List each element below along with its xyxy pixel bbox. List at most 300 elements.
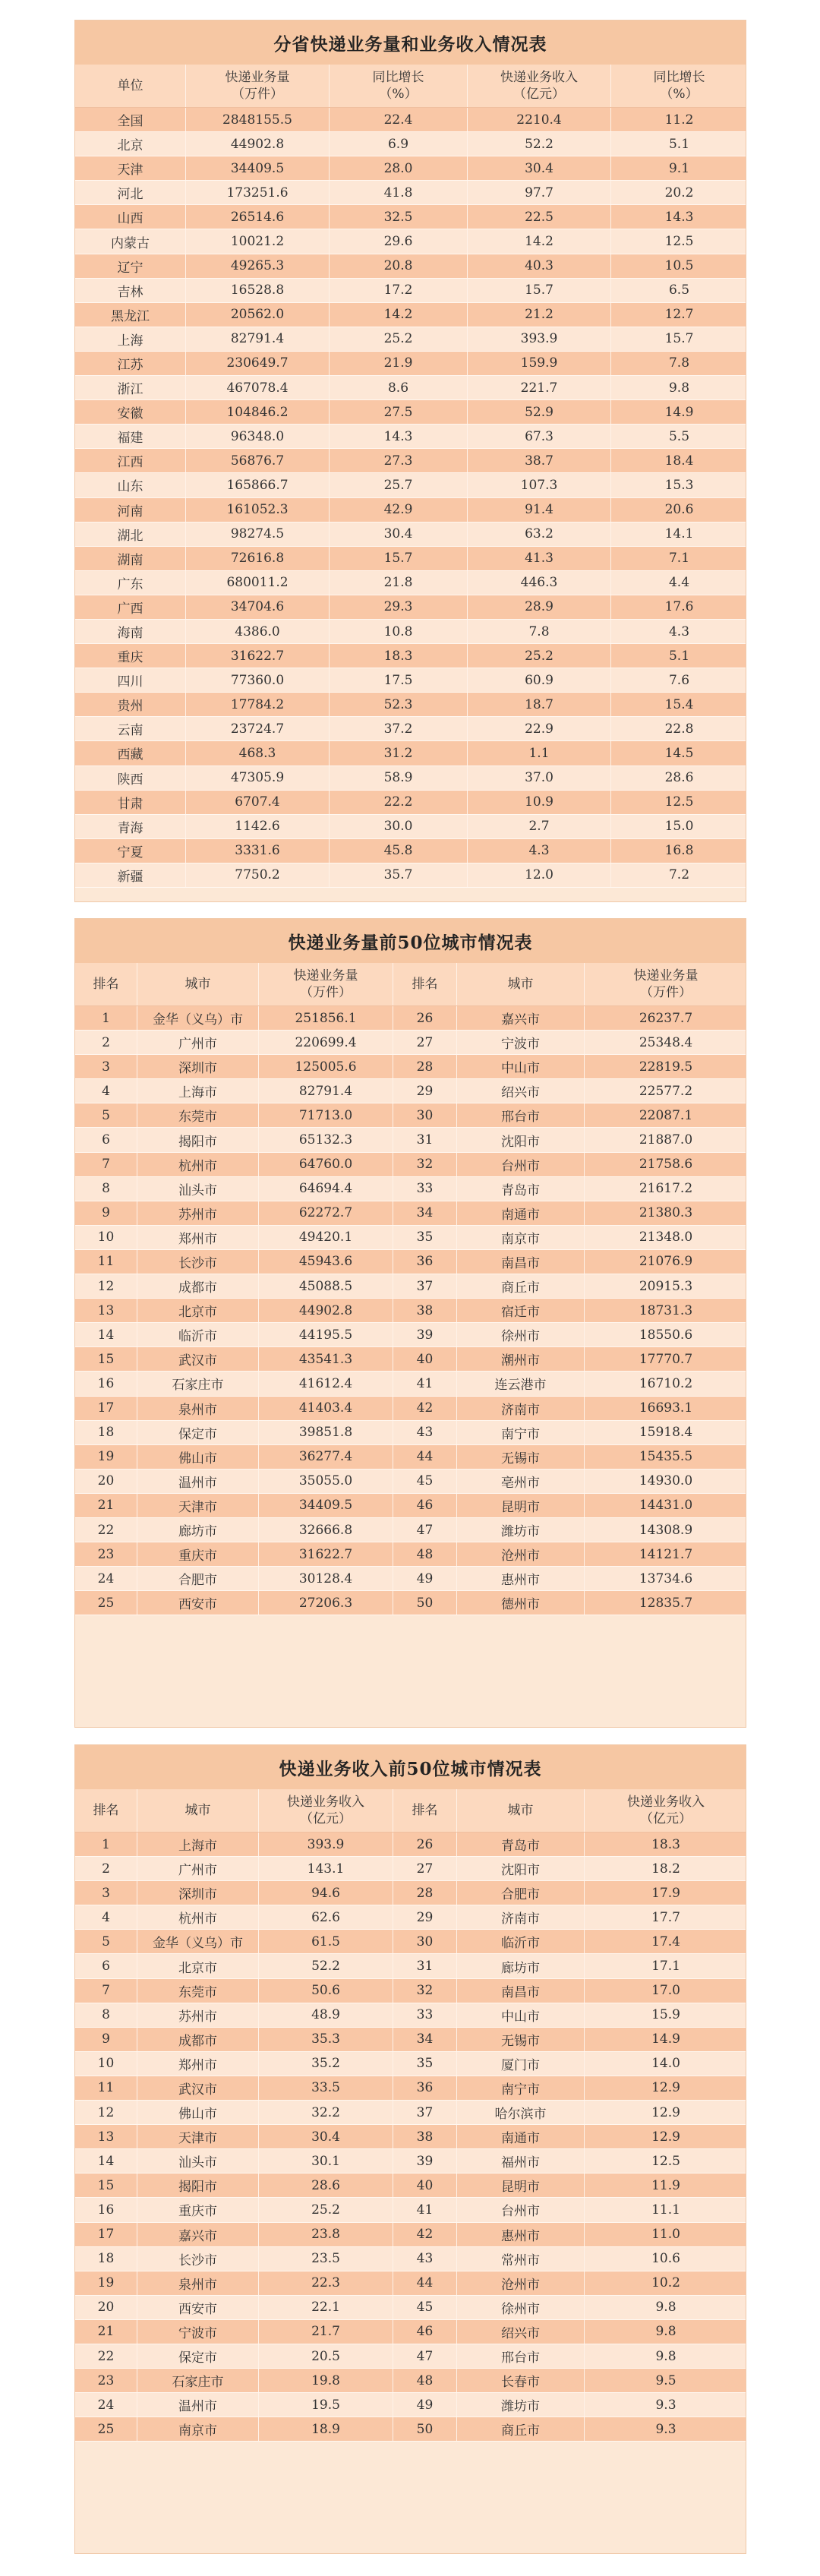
table-cell: 71713.0: [259, 1103, 393, 1127]
table-cell: 福建: [75, 425, 186, 448]
table-cell: 2848155.5: [186, 108, 330, 131]
table-cell: 17.6: [664, 599, 694, 615]
table-cell: 34409.5: [186, 156, 330, 180]
table-cell: 金华（义乌）市: [137, 1006, 259, 1030]
table-cell: 14930.0: [639, 1473, 693, 1489]
table-cell: 30.4: [330, 522, 468, 546]
table-cell: 21380.3: [639, 1205, 693, 1221]
table-row: [75, 498, 746, 522]
table-row: [75, 547, 746, 571]
column-header-label: 快递业务收入: [287, 1795, 364, 1810]
table-cell: 28.6: [259, 2174, 393, 2197]
table-cell: 金华（义乌）市: [137, 1930, 259, 1953]
table-cell: 汕头市: [137, 1177, 259, 1201]
table-cell: 重庆市: [137, 1542, 259, 1566]
table-cell: 8: [75, 1177, 137, 1201]
table-cell: 18.7: [468, 693, 611, 716]
table-cell: 52.2: [468, 132, 611, 156]
table-cell: 20.5: [259, 2344, 393, 2368]
table-cell: 14.2: [468, 229, 611, 253]
table-cell: 45.8: [330, 839, 468, 863]
table-cell: 14.0: [651, 2056, 680, 2072]
column-header: [330, 65, 468, 107]
table-cell: 10.9: [468, 791, 611, 814]
table-cell: 15.7: [664, 331, 694, 347]
table-row: [75, 2393, 746, 2417]
table-cell: 揭阳市: [137, 1128, 259, 1151]
table-cell: 7.1: [668, 551, 690, 567]
table-cell: 陕西: [75, 766, 186, 790]
table-cell: 南昌市: [457, 1250, 585, 1274]
table-cell: 18.2: [651, 1861, 680, 1877]
table-cell: 3331.6: [186, 839, 330, 863]
table-cell: 10.2: [651, 2275, 680, 2291]
table-cell: 52.3: [330, 693, 468, 716]
table-cell: 28: [393, 1055, 457, 1078]
table-cell: 16: [75, 1372, 137, 1395]
table-cell: 连云港市: [457, 1372, 585, 1395]
table-cell: 南京市: [457, 1226, 585, 1249]
table-cell: 21076.9: [639, 1254, 693, 1270]
table-cell: 27206.3: [259, 1591, 393, 1615]
table-cell: 31: [393, 1128, 457, 1151]
table-cell: 18.9: [259, 2417, 393, 2441]
table-cell: 34: [393, 2028, 457, 2051]
revenue-table-body: [75, 1833, 746, 2442]
column-header-label: 城市: [507, 1803, 534, 1818]
table-cell: 河南: [75, 498, 186, 522]
table-cell: 6707.4: [186, 791, 330, 814]
table-cell: 44902.8: [259, 1299, 393, 1322]
table-cell: 15.7: [468, 279, 611, 302]
table-cell: 17784.2: [186, 693, 330, 716]
table-cell: 22.8: [664, 721, 694, 737]
table-row: [75, 229, 746, 254]
table-cell: 21: [75, 1494, 137, 1517]
table-row: [75, 1857, 746, 1881]
column-header: [457, 963, 585, 1005]
table-cell: 41.8: [330, 181, 468, 204]
table-cell: 20: [75, 2296, 137, 2319]
table-cell: 9.5: [655, 2372, 676, 2388]
table-cell: 40: [393, 2174, 457, 2197]
table-cell: 16.8: [664, 843, 694, 859]
table-cell: 15.4: [664, 696, 694, 712]
column-header: [611, 65, 747, 107]
table-row: [75, 1833, 746, 1857]
table-cell: 29: [393, 1905, 457, 1929]
table-cell: 无锡市: [457, 1445, 585, 1469]
table-cell: 辽宁: [75, 254, 186, 278]
column-header: [457, 1789, 585, 1832]
table-cell: 长沙市: [137, 1250, 259, 1274]
table-cell: 36277.4: [259, 1445, 393, 1469]
table-row: [75, 1372, 746, 1396]
table-cell: 32.2: [259, 2101, 393, 2124]
table-row: [75, 2052, 746, 2076]
table-cell: 22: [75, 1518, 137, 1542]
table-cell: 12.5: [651, 2153, 680, 2169]
column-header-label: 快递业务收入: [500, 70, 578, 85]
table-cell: 64694.4: [259, 1177, 393, 1201]
table-row: [75, 2198, 746, 2222]
column-header-unit: （亿元）: [300, 1811, 352, 1826]
column-header-label: 城市: [507, 977, 534, 992]
table-cell: 浙江: [75, 376, 186, 399]
revenue-table-header: [75, 1789, 746, 1833]
table-cell: 37.0: [468, 766, 611, 790]
table-cell: 17.4: [651, 1934, 680, 1949]
table-cell: 35: [393, 1226, 457, 1249]
table-cell: 47305.9: [186, 766, 330, 790]
table-cell: 18: [75, 2247, 137, 2271]
table-cell: 9.3: [655, 2421, 676, 2437]
table-cell: 上海市: [137, 1079, 259, 1103]
table-cell: 山西: [75, 205, 186, 229]
table-row: [75, 1542, 746, 1567]
table-cell: 29.3: [330, 595, 468, 619]
table-row: [75, 2003, 746, 2028]
table-cell: 济南市: [457, 1397, 585, 1420]
table-cell: 22087.1: [639, 1107, 693, 1123]
column-header-label: 排名: [93, 977, 119, 992]
column-header-unit: （%）: [379, 87, 418, 102]
table-cell: 13734.6: [639, 1571, 693, 1586]
table-cell: 14: [75, 2149, 137, 2173]
table-row: [75, 791, 746, 815]
table-cell: 沈阳市: [457, 1857, 585, 1880]
table-row: [75, 2174, 746, 2198]
table-cell: 南昌市: [457, 1979, 585, 2003]
table-cell: 6: [75, 1954, 137, 1978]
table-cell: 1142.6: [186, 815, 330, 838]
table-cell: 揭阳市: [137, 2174, 259, 2197]
table-cell: 1: [75, 1833, 137, 1856]
volume-table-body: [75, 1006, 746, 1615]
table-cell: 7.8: [468, 620, 611, 643]
table-cell: 30.4: [468, 156, 611, 180]
table-row: [75, 2369, 746, 2393]
table-cell: 宿迁市: [457, 1299, 585, 1322]
table-cell: 20915.3: [639, 1278, 693, 1294]
table-cell: 62.6: [259, 1905, 393, 1929]
table-cell: 14.5: [664, 745, 694, 761]
table-cell: 39851.8: [259, 1421, 393, 1444]
table-cell: 15: [75, 1347, 137, 1371]
table-cell: 14.3: [330, 425, 468, 448]
table-cell: 22.9: [468, 717, 611, 740]
table-cell: 32: [393, 1979, 457, 2003]
table-cell: 82791.4: [259, 1079, 393, 1103]
table-cell: 25.2: [330, 327, 468, 351]
table-cell: 东莞市: [137, 1103, 259, 1127]
table-cell: 天津: [75, 156, 186, 180]
table-cell: 商丘市: [457, 2417, 585, 2441]
table-cell: 20.2: [664, 185, 694, 200]
table-cell: 宁波市: [137, 2320, 259, 2344]
table-cell: 40: [393, 1347, 457, 1371]
table-cell: 14.3: [664, 209, 694, 225]
table-cell: 35.2: [259, 2052, 393, 2076]
table-cell: 16528.8: [186, 279, 330, 302]
table-cell: 165866.7: [186, 473, 330, 497]
table-cell: 2: [75, 1857, 137, 1880]
table-cell: 22.1: [259, 2296, 393, 2319]
table-cell: 德州市: [457, 1591, 585, 1615]
table-cell: 161052.3: [186, 498, 330, 522]
table-cell: 61.5: [259, 1930, 393, 1953]
table-cell: 10: [75, 1226, 137, 1249]
table-cell: 32666.8: [259, 1518, 393, 1542]
table-cell: 17.2: [330, 279, 468, 302]
table-cell: 成都市: [137, 2028, 259, 2051]
table-cell: 海南: [75, 620, 186, 643]
table-row: [75, 254, 746, 279]
table-row: [75, 2028, 746, 2052]
table-cell: 45: [393, 2296, 457, 2319]
column-header: [137, 963, 259, 1005]
table-row: [75, 766, 746, 791]
table-row: [75, 2417, 746, 2442]
table-cell: 泉州市: [137, 1397, 259, 1420]
table-cell: 220699.4: [259, 1031, 393, 1054]
table-cell: 5: [75, 1930, 137, 1953]
table-row: [75, 1421, 746, 1445]
table-row: [75, 595, 746, 620]
table-cell: 42: [393, 1397, 457, 1420]
table-cell: 17.7: [651, 1909, 680, 1925]
table-row: [75, 1055, 746, 1079]
table-cell: 西安市: [137, 1591, 259, 1615]
table-cell: 26237.7: [639, 1010, 693, 1026]
table-row: [75, 2344, 746, 2369]
table-cell: 16710.2: [639, 1375, 693, 1391]
table-cell: 27.5: [330, 400, 468, 424]
table-cell: 49: [393, 1567, 457, 1590]
table-cell: 91.4: [468, 498, 611, 522]
table-cell: 全国: [75, 108, 186, 131]
table-cell: 12.9: [651, 2104, 680, 2120]
table-cell: 4386.0: [186, 620, 330, 643]
table-cell: 中山市: [457, 1055, 585, 1078]
table-cell: 41: [393, 2198, 457, 2221]
table-cell: 31: [393, 1954, 457, 1978]
table-cell: 5.1: [668, 648, 690, 664]
table-cell: 393.9: [468, 327, 611, 351]
table-cell: 保定市: [137, 1421, 259, 1444]
table-cell: 17.0: [651, 1983, 680, 1999]
table-cell: 25: [75, 2417, 137, 2441]
table-row: [75, 1347, 746, 1372]
table-cell: 64760.0: [259, 1153, 393, 1176]
table-cell: 10021.2: [186, 229, 330, 253]
table-cell: 23.8: [259, 2223, 393, 2246]
table-cell: 25.7: [330, 473, 468, 497]
table-cell: 2.7: [468, 815, 611, 838]
table-cell: 24: [75, 1567, 137, 1590]
table-cell: 21348.0: [639, 1230, 693, 1245]
table-cell: 28.0: [330, 156, 468, 180]
table-cell: 廊坊市: [137, 1518, 259, 1542]
table-cell: 9.1: [668, 160, 690, 176]
table-cell: 温州市: [137, 1470, 259, 1493]
table-cell: 临沂市: [137, 1323, 259, 1346]
table-cell: 12.5: [664, 234, 694, 250]
table-cell: 绍兴市: [457, 1079, 585, 1103]
table-row: [75, 1128, 746, 1152]
table-row: [75, 156, 746, 181]
table-cell: 37: [393, 2101, 457, 2124]
table-cell: 38: [393, 2125, 457, 2148]
table-cell: 45: [393, 1470, 457, 1493]
table-cell: 30.1: [259, 2149, 393, 2173]
table-cell: 23: [75, 1542, 137, 1566]
table-cell: 6.9: [330, 132, 468, 156]
table-row: [75, 2076, 746, 2101]
table-cell: 12: [75, 1274, 137, 1298]
table-cell: 35055.0: [259, 1470, 393, 1493]
table-cell: 3: [75, 1055, 137, 1078]
table-row: [75, 668, 746, 693]
table-row: [75, 1103, 746, 1128]
table-cell: 125005.6: [259, 1055, 393, 1078]
table-cell: 37.2: [330, 717, 468, 740]
table-cell: 嘉兴市: [137, 2223, 259, 2246]
column-header: [393, 963, 457, 1005]
table-cell: 26514.6: [186, 205, 330, 229]
table-cell: 11: [75, 1250, 137, 1274]
table-cell: 21758.6: [639, 1157, 693, 1173]
table-cell: 邢台市: [457, 2344, 585, 2368]
table-row: [75, 717, 746, 741]
table-cell: 107.3: [468, 473, 611, 497]
table-cell: 成都市: [137, 1274, 259, 1298]
table-cell: 15.0: [664, 819, 694, 835]
province-table-body: [75, 108, 746, 888]
table-cell: 邢台市: [457, 1103, 585, 1127]
table-row: [75, 1153, 746, 1177]
table-cell: 33: [393, 2003, 457, 2027]
table-cell: 8.6: [330, 376, 468, 399]
table-cell: 16693.1: [639, 1400, 693, 1416]
table-cell: 重庆: [75, 644, 186, 668]
table-row: [75, 1567, 746, 1591]
volume-top50-table: [74, 918, 746, 1728]
table-cell: 2: [75, 1031, 137, 1054]
table-cell: 中山市: [457, 2003, 585, 2027]
column-header-label: 排名: [412, 1803, 438, 1818]
table-cell: 郑州市: [137, 2052, 259, 2076]
table-cell: 杭州市: [137, 1905, 259, 1929]
table-cell: 合肥市: [457, 1881, 585, 1905]
column-header-unit: （%）: [660, 87, 699, 102]
table-cell: 17770.7: [639, 1351, 693, 1367]
table-row: [75, 620, 746, 644]
table-cell: 4.3: [668, 623, 690, 639]
table-cell: 温州市: [137, 2393, 259, 2417]
table-cell: 20.8: [330, 254, 468, 278]
table-cell: 15918.4: [639, 1425, 693, 1441]
table-cell: 24: [75, 2393, 137, 2417]
table-cell: 36: [393, 2076, 457, 2100]
table-cell: 1: [75, 1006, 137, 1030]
table-cell: 7.6: [668, 672, 690, 688]
table-cell: 44195.5: [259, 1323, 393, 1346]
table-row: [75, 1954, 746, 1978]
table-cell: 天津市: [137, 2125, 259, 2148]
table-cell: 60.9: [468, 668, 611, 692]
table-cell: 21.8: [330, 571, 468, 595]
table-row: [75, 2271, 746, 2296]
table-cell: 湖北: [75, 522, 186, 546]
column-header: [585, 1789, 747, 1832]
table-cell: 21.2: [468, 303, 611, 327]
table-cell: 11: [75, 2076, 137, 2100]
table-cell: 58.9: [330, 766, 468, 790]
table-cell: 19: [75, 1445, 137, 1469]
table-cell: 12.0: [468, 863, 611, 887]
table-cell: 昆明市: [457, 1494, 585, 1517]
table-cell: 15: [75, 2174, 137, 2197]
table-cell: 28: [393, 1881, 457, 1905]
table-row: [75, 1299, 746, 1323]
table-cell: 15435.5: [639, 1449, 693, 1465]
table-cell: 446.3: [468, 571, 611, 595]
table-cell: 37: [393, 1274, 457, 1298]
table-cell: 常州市: [457, 2247, 585, 2271]
table-cell: 43541.3: [259, 1347, 393, 1371]
table-cell: 广州市: [137, 1031, 259, 1054]
table-cell: 宁夏: [75, 839, 186, 863]
table-cell: 南宁市: [457, 2076, 585, 2100]
table-cell: 65132.3: [259, 1128, 393, 1151]
table-cell: 廊坊市: [457, 1954, 585, 1978]
column-header: [75, 65, 186, 107]
table-cell: 18: [75, 1421, 137, 1444]
table-cell: 20.6: [664, 502, 694, 518]
table-row: [75, 2149, 746, 2174]
table-cell: 43: [393, 1421, 457, 1444]
table-cell: 徐州市: [457, 1323, 585, 1346]
table-cell: 82791.4: [186, 327, 330, 351]
table-cell: 8: [75, 2003, 137, 2027]
table-cell: 青岛市: [457, 1833, 585, 1856]
table-cell: 26: [393, 1006, 457, 1030]
table-cell: 41403.4: [259, 1397, 393, 1420]
table-row: [75, 1591, 746, 1615]
table-cell: 沧州市: [457, 1542, 585, 1566]
table-cell: 4.4: [668, 575, 690, 591]
table-cell: 41612.4: [259, 1372, 393, 1395]
table-cell: 9.8: [655, 2300, 676, 2316]
table-cell: 7.8: [668, 355, 690, 371]
table-cell: 48: [393, 1542, 457, 1566]
table-cell: 14431.0: [639, 1498, 693, 1514]
table-cell: 12: [75, 2101, 137, 2124]
table-cell: 亳州市: [457, 1470, 585, 1493]
table-cell: 1.1: [468, 741, 611, 765]
table-cell: 32: [393, 1153, 457, 1176]
table-cell: 10.8: [330, 620, 468, 643]
column-header-unit: （万件）: [640, 985, 692, 1000]
table-cell: 14.1: [664, 526, 694, 542]
table-cell: 22577.2: [639, 1083, 693, 1099]
table-cell: 72616.8: [186, 547, 330, 570]
table-cell: 52.9: [468, 400, 611, 424]
table-cell: 宁波市: [457, 1031, 585, 1054]
column-header-label: 同比增长: [372, 70, 424, 85]
table-cell: 49420.1: [259, 1226, 393, 1249]
